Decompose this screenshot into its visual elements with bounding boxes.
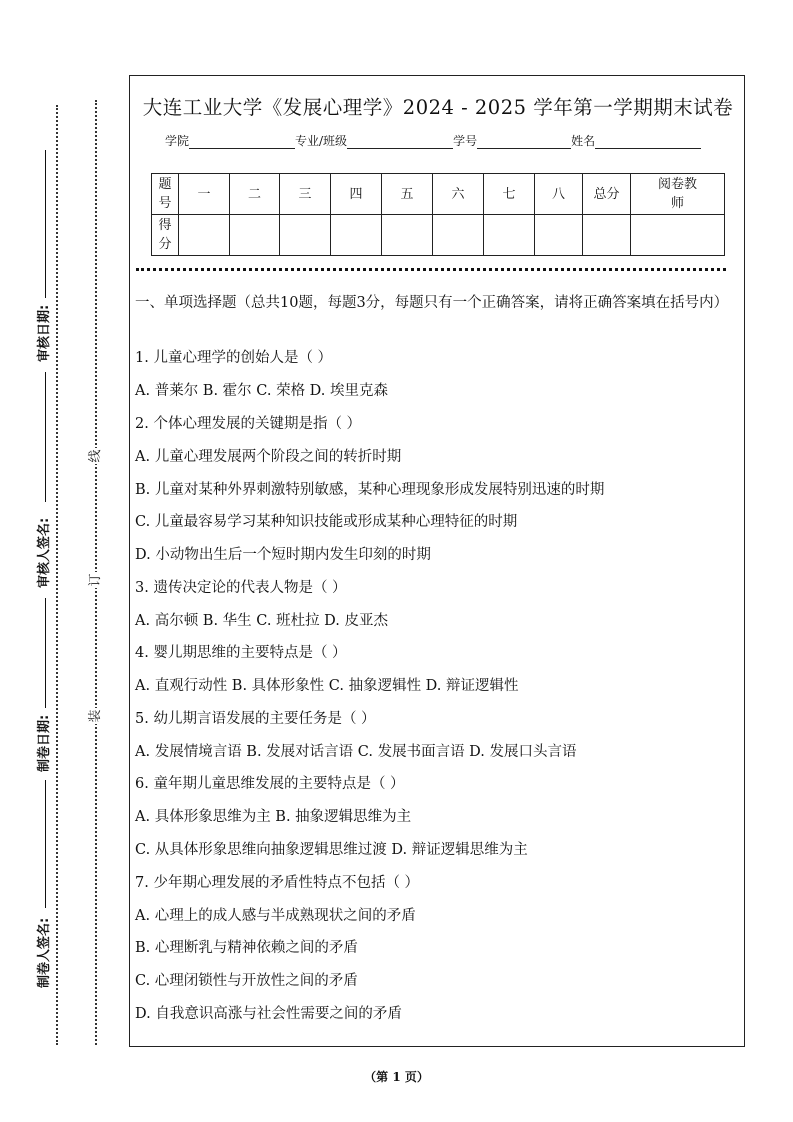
page-number: （第 1 页） <box>364 1070 429 1084</box>
col-header: 八 <box>535 174 583 215</box>
section-heading: 一、单项选择题（总共10题，每题3分，每题只有一个正确答案，请将正确答案填在括号内） <box>135 295 729 311</box>
option-line: A. 具体形象思维为主 B. 抽象逻辑思维为主 <box>135 809 412 825</box>
row-header-score: 得分 <box>152 215 179 256</box>
option-line: A. 心理上的成人感与半成熟现状之间的矛盾 <box>135 908 416 924</box>
option-line: D. 自我意识高涨与社会性需要之间的矛盾 <box>135 1006 402 1022</box>
col-header: 七 <box>484 174 535 215</box>
col-header: 一 <box>179 174 230 215</box>
maker-date-line <box>45 598 46 708</box>
score-cell[interactable] <box>331 215 382 256</box>
binding-char-line: 线 <box>88 449 103 463</box>
major-field[interactable] <box>347 134 453 149</box>
score-cell[interactable] <box>280 215 331 256</box>
col-header: 三 <box>280 174 331 215</box>
reviewer-sign-label: 审核人签名: <box>37 517 52 588</box>
question-line: 1. 儿童心理学的创始人是（ ） <box>135 350 333 366</box>
option-line: B. 儿童对某种外界刺激特别敏感，某种心理现象形成发展特别迅速的时期 <box>135 482 605 498</box>
col-header: 二 <box>230 174 280 215</box>
score-cell-total[interactable] <box>583 215 631 256</box>
score-cell-grader[interactable] <box>631 215 725 256</box>
score-cell[interactable] <box>433 215 484 256</box>
option-line: C. 心理闭锁性与开放性之间的矛盾 <box>135 973 358 989</box>
exam-title: 大连工业大学《发展心理学》2024 - 2025 学年第一学期期末试卷 <box>142 96 734 119</box>
score-table-score-row <box>152 215 725 256</box>
college-label: 学院 <box>165 134 190 148</box>
score-cell[interactable] <box>179 215 230 256</box>
col-header: 五 <box>382 174 433 215</box>
student-id-label: 学号 <box>453 134 478 148</box>
reviewer-sign-line <box>45 372 46 502</box>
option-line: B. 心理断乳与精神依赖之间的矛盾 <box>135 940 358 956</box>
dotted-separator <box>136 268 726 271</box>
major-label: 专业/班级 <box>295 134 348 148</box>
name-field[interactable] <box>595 134 701 149</box>
col-header: 四 <box>331 174 382 215</box>
question-line: 7. 少年期心理发展的矛盾性特点不包括（ ） <box>135 875 420 891</box>
maker-date-label: 制卷日期: <box>37 714 52 772</box>
option-line: A. 高尔顿 B. 华生 C. 班杜拉 D. 皮亚杰 <box>135 613 389 629</box>
score-cell[interactable] <box>230 215 280 256</box>
option-line: D. 小动物出生后一个短时期内发生印刻的时期 <box>135 547 431 563</box>
option-line: A. 普莱尔 B. 霍尔 C. 荣格 D. 埃里克森 <box>135 383 389 399</box>
question-line: 3. 遗传决定论的代表人物是（ ） <box>135 580 347 596</box>
score-table <box>151 173 725 256</box>
question-line: 2. 个体心理发展的关键期是指（ ） <box>135 416 362 432</box>
option-line: A. 直观行动性 B. 具体形象性 C. 抽象逻辑性 D. 辩证逻辑性 <box>135 678 519 694</box>
binding-char-order: 订 <box>88 573 103 587</box>
col-header: 六 <box>433 174 484 215</box>
score-cell[interactable] <box>382 215 433 256</box>
option-line: A. 发展情境言语 B. 发展对话言语 C. 发展书面言语 D. 发展口头言语 <box>135 744 577 760</box>
option-line: A. 儿童心理发展两个阶段之间的转折时期 <box>135 449 402 465</box>
row-header-question: 题号 <box>152 174 179 215</box>
binding-char-fold: 装 <box>88 709 103 723</box>
college-field[interactable] <box>189 134 295 149</box>
col-header-total: 总分 <box>583 174 631 215</box>
score-cell[interactable] <box>535 215 583 256</box>
student-info-row <box>165 132 701 149</box>
score-table-header-row <box>152 174 725 215</box>
question-line: 5. 幼儿期言语发展的主要任务是（ ） <box>135 711 376 727</box>
name-label: 姓名 <box>571 134 596 148</box>
exam-frame <box>129 75 745 1047</box>
col-header-grader: 阅卷教师 <box>631 174 725 215</box>
question-line: 6. 童年期儿童思维发展的主要特点是（ ） <box>135 776 405 792</box>
option-line: C. 从具体形象思维向抽象逻辑思维过渡 D. 辩证逻辑思维为主 <box>135 842 528 858</box>
question-line: 4. 婴儿期思维的主要特点是（ ） <box>135 645 347 661</box>
student-id-field[interactable] <box>477 134 571 149</box>
maker-sign-label: 制卷人签名: <box>37 917 52 988</box>
reviewer-date-label: 审核日期: <box>37 304 52 362</box>
option-line: C. 儿童最容易学习某种知识技能或形成某种心理特征的时期 <box>135 514 518 530</box>
score-cell[interactable] <box>484 215 535 256</box>
outer-dotted-line <box>56 105 58 1045</box>
reviewer-date-line <box>45 150 46 298</box>
maker-sign-line <box>45 780 46 908</box>
